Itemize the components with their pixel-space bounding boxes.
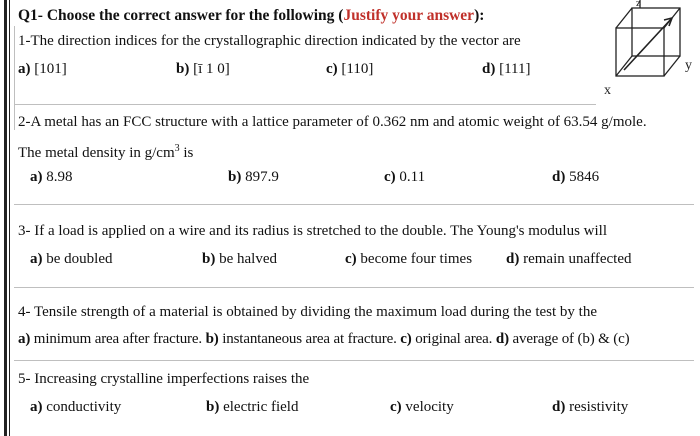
- cube-vector-figure: [598, 0, 698, 100]
- q2-question-line2: The metal density in $g/cm^3$ is: [18, 143, 194, 161]
- q3-divider: [14, 287, 694, 288]
- axis-label-y: y: [685, 58, 692, 73]
- q2-divider: [14, 204, 694, 205]
- q3-option-d: d) remain unaffected: [506, 251, 632, 267]
- axis-label-z: z: [636, 0, 641, 9]
- q4-divider: [14, 360, 694, 361]
- q1-question: 1-The direction indices for the crystallographic direction indicated by the vector are: [18, 33, 521, 49]
- q1-divider: [14, 104, 596, 105]
- justify-note: Justify your answer: [343, 7, 475, 24]
- q3-option-a: a) be doubled: [30, 251, 113, 267]
- q2-option-d: d) 5846: [552, 169, 600, 185]
- q1-option-c: c) [110]: [326, 61, 374, 77]
- q1-heading: Q1- Choose the correct answer for the following (Justify your answer):: [18, 7, 485, 24]
- q1-border-left: [14, 26, 15, 130]
- q4-question: 4- Tensile strength of a material is obtained by dividing the maximum load during the test by the: [18, 304, 597, 320]
- q1-option-a: a) [101]: [18, 61, 67, 77]
- left-margin-thin-bar: [9, 0, 10, 436]
- axis-label-x: x: [604, 83, 611, 98]
- q5-question: 5- Increasing crystalline imperfections raises the: [18, 371, 310, 387]
- q1-option-b: b) [ī 1 0]: [176, 61, 230, 77]
- q5-option-a: a) conductivity: [30, 399, 122, 415]
- q3-question: 3- If a load is applied on a wire and its radius is stretched to the double. The Young's modulus will: [18, 223, 608, 239]
- q3-option-b: b) be halved: [202, 251, 277, 267]
- q2-option-b: b) 897.9: [228, 169, 279, 185]
- q5-option-c: c) velocity: [390, 399, 454, 415]
- q1-option-d: d) [111]: [482, 61, 531, 77]
- q5-option-d: d) resistivity: [552, 399, 629, 415]
- q5-option-b: b) electric field: [206, 399, 299, 415]
- q2-option-c: c) 0.11: [384, 169, 426, 185]
- left-margin-bar: [4, 0, 7, 436]
- q2-option-a: a) 8.98: [30, 169, 73, 185]
- q3-option-c: c) become four times: [345, 251, 473, 267]
- q2-question-line1: 2-A metal has an FCC structure with a lattice parameter of 0.362 nm and atomic weight of 63.54 g/mole.: [18, 114, 647, 130]
- q4-options-line: a) minimum area after fracture. b) instantaneous area at fracture. c) original area. d) average of (b) & (c): [18, 331, 630, 347]
